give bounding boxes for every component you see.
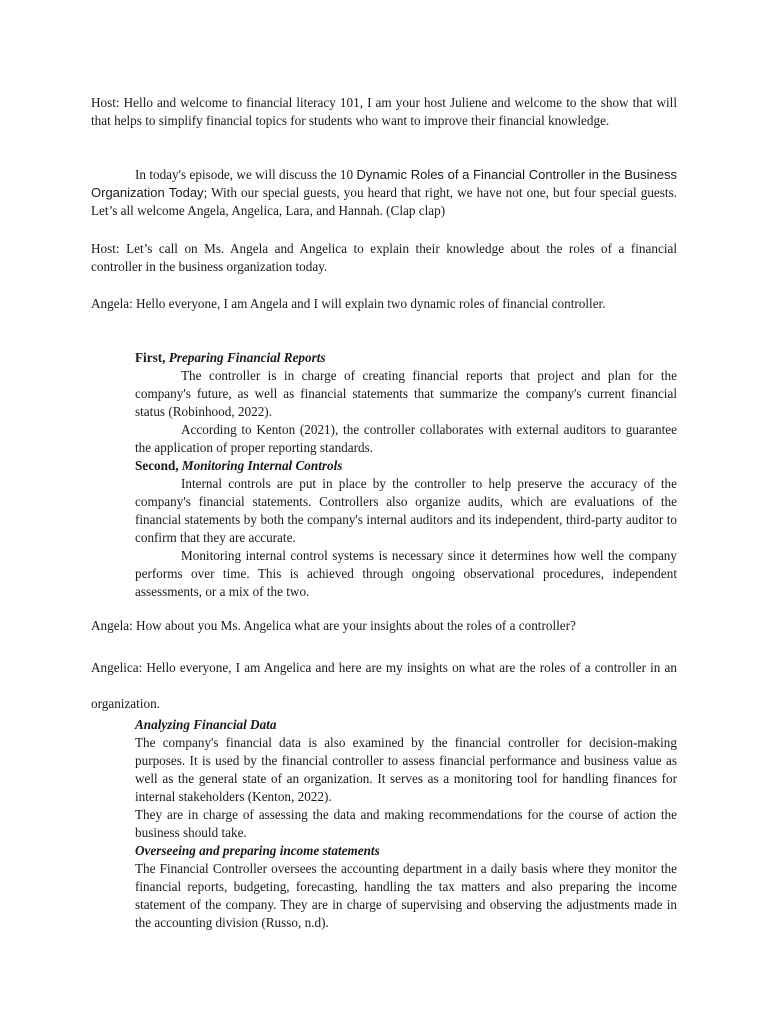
second-section-title: Monitoring Internal Controls <box>181 458 343 473</box>
second-section-paragraph-2: Monitoring internal control systems is necessary since it determines how well the company performs over time. This is achieved through ongoing observational procedures, independent assessments, or a mix of the two. <box>135 548 677 599</box>
third-section-paragraph-1: The company's financial data is also examined by the financial controller for decision-making purposes. It is used by the financial controller to assess financial performance and business value as well as the general state of an organization. It serves as a monitoring tool for handling finances for internal stakeholders (Kenton, 2022). <box>135 735 677 804</box>
first-section-paragraph-2: According to Kenton (2021), the controller collaborates with external auditors to guarantee the application of proper reporting standards. <box>135 422 677 455</box>
host-intro-paragraph: Host: Hello and welcome to financial literacy 101, I am your host Juliene and welcome to the show that will that helps to simplify financial topics for students who want to improve their financial knowledge. <box>91 95 677 128</box>
second-section-ordinal: Second, <box>135 458 182 473</box>
third-section-heading: Analyzing Financial Data <box>135 717 277 732</box>
first-section-title: Preparing Financial Reports <box>168 350 326 365</box>
first-section-ordinal: First, <box>135 350 169 365</box>
angela-intro-paragraph: Angela: Hello everyone, I am Angela and I will explain two dynamic roles of financial controller. <box>91 296 606 311</box>
episode-paragraph <box>91 166 677 220</box>
episode-topic: Dynamic Roles of a Financial Controller in the Business Organization Today <box>91 167 677 200</box>
second-section-paragraph-1: Internal controls are put in place by the controller to help preserve the accuracy of the company's financial statements. Controllers also organize audits, which are evaluations of the financial statements by both the company's internal auditors and its independent, third-party auditor to confirm that they are accurate. <box>135 476 677 545</box>
first-section-paragraph-1: The controller is in charge of creating financial reports that project and plan for the company's future, as well as financial statements that summarize the company's current financial status (Robinhood, 2022). <box>135 368 677 419</box>
angelica-intro-paragraph: Angelica: Hello everyone, I am Angelica and here are my insights on what are the roles of a controller in an organization. <box>91 660 677 711</box>
angela-question-paragraph: Angela: How about you Ms. Angelica what are your insights about the roles of a controller? <box>91 618 576 633</box>
angela-sections <box>135 349 677 601</box>
second-section-heading <box>135 457 677 475</box>
fourth-section-paragraph-1: The Financial Controller oversees the accounting department in a daily basis where they monitor the financial reports, budgeting, forecasting, handling the tax matters and also preparing the income statement of the company. They are in charge of supervising and observing the adjustments made in the accounting division (Russo, n.d). <box>135 861 677 930</box>
fourth-section-heading: Overseeing and preparing income statements <box>135 843 380 858</box>
first-section-heading <box>135 349 677 367</box>
episode-prefix: In today's episode, we will discuss the 10 <box>135 167 357 182</box>
host-call-paragraph: Host: Let’s call on Ms. Angela and Angelica to explain their knowledge about the roles of a financial controller in the business organization today. <box>91 241 677 274</box>
episode-suffix: ; With our special guests, you heard that right, we have not one, but four special guests. Let’s all welcome Angela, Angelica, Lara, and Hannah. (Clap clap) <box>91 185 677 218</box>
angelica-sections <box>135 716 677 932</box>
third-section-paragraph-2: They are in charge of assessing the data and making recommendations for the course of action the business should take. <box>135 807 677 840</box>
